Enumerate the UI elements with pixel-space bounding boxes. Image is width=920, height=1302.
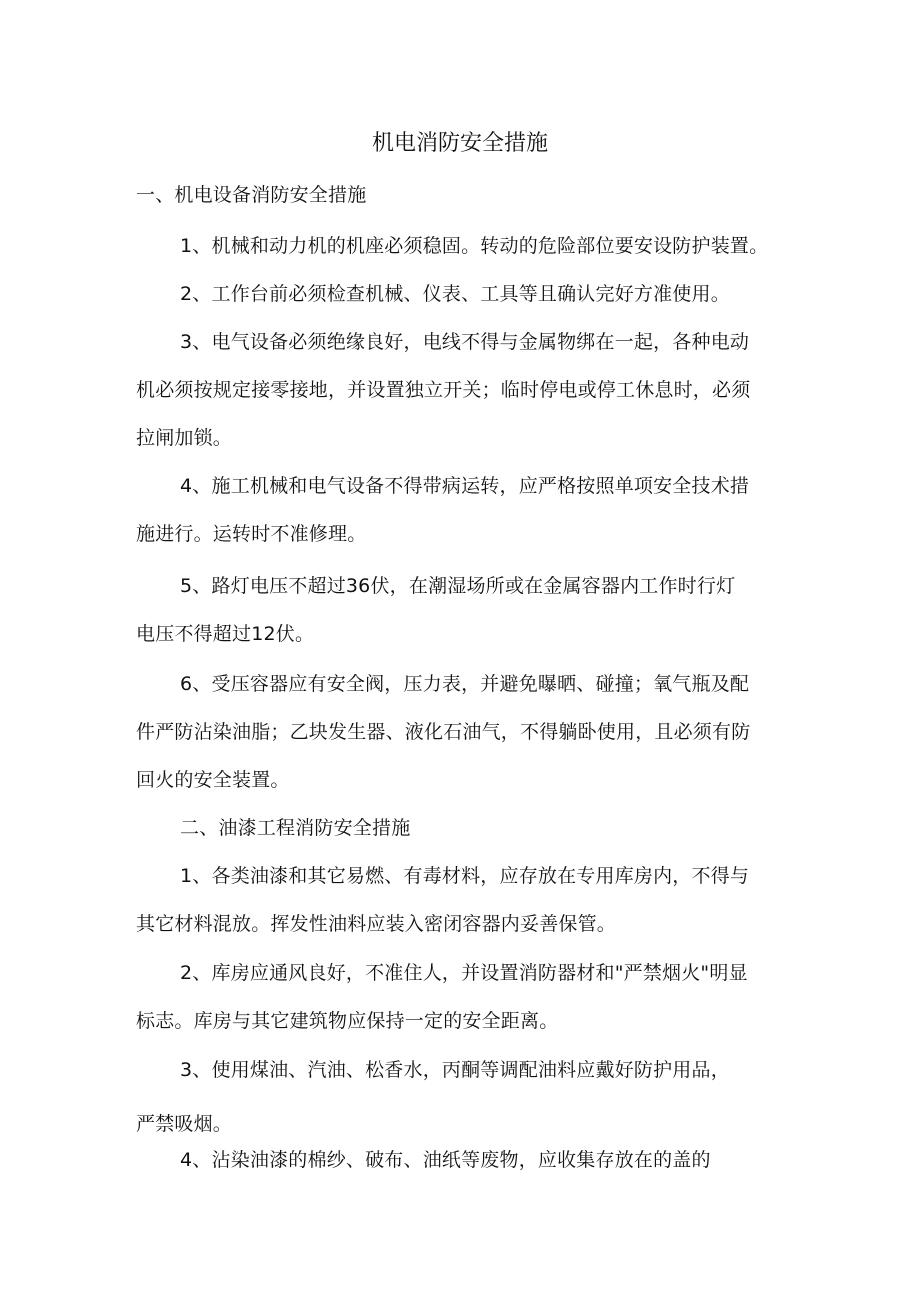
paragraph-line: 4、沾染油漆的棉纱、破布、油纸等废物，应收集存放在的盖的 <box>180 1149 711 1171</box>
paragraph-line: 6、受压容器应有安全阀，压力表，并避免曝晒、碰撞；氧气瓶及配 <box>180 673 750 695</box>
paragraph-line: 2、工作台前必须检查机械、仪表、工具等且确认完好方准使用。 <box>180 283 730 305</box>
paragraph-line: 4、施工机械和电气设备不得带病运转，应严格按照单项安全技术措 <box>180 475 750 497</box>
paragraph-line: 机必须按规定接零接地，并设置独立开关；临时停电或停工休息时，必须 <box>136 379 751 401</box>
page-title: 机电消防安全措施 <box>371 131 548 156</box>
paragraph-line: 电压不得超过12伏。 <box>136 623 315 645</box>
paragraph-line: 严禁吸烟。 <box>136 1113 233 1135</box>
paragraph-line: 1、机械和动力机的机座必须稳固。转动的危险部位要安设防护装置。 <box>180 235 769 257</box>
paragraph-line: 回火的安全装置。 <box>136 769 290 791</box>
paragraph-line: 2、库房应通风良好，不准住人，并设置消防器材和"严禁烟火"明显 <box>180 962 748 984</box>
paragraph-line: 1、各类油漆和其它易燃、有毒材料，应存放在专用库房内，不得与 <box>180 865 750 887</box>
section-heading-1: 一、机电设备消防安全措施 <box>136 184 367 206</box>
paragraph-line: 件严防沾染油脂；乙块发生器、液化石油气，不得躺卧使用，且必须有防 <box>136 721 751 743</box>
paragraph-line: 拉闸加锁。 <box>136 427 233 449</box>
paragraph-line: 标志。库房与其它建筑物应保持一定的安全距离。 <box>136 1010 559 1032</box>
paragraph-line: 其它材料混放。挥发性油料应装入密闭容器内妥善保管。 <box>136 913 617 935</box>
paragraph-line: 3、电气设备必须绝缘良好，电线不得与金属物绑在一起，各种电动 <box>180 331 750 353</box>
section-heading-2: 二、油漆工程消防安全措施 <box>180 817 411 839</box>
paragraph-line: 施进行。运转时不准修理。 <box>136 523 367 545</box>
paragraph-line: 3、使用煤油、汽油、松香水，丙酮等调配油料应戴好防护用品， <box>180 1059 730 1081</box>
paragraph-line: 5、路灯电压不超过36伏，在潮湿场所或在金属容器内工作时行灯 <box>180 575 736 597</box>
